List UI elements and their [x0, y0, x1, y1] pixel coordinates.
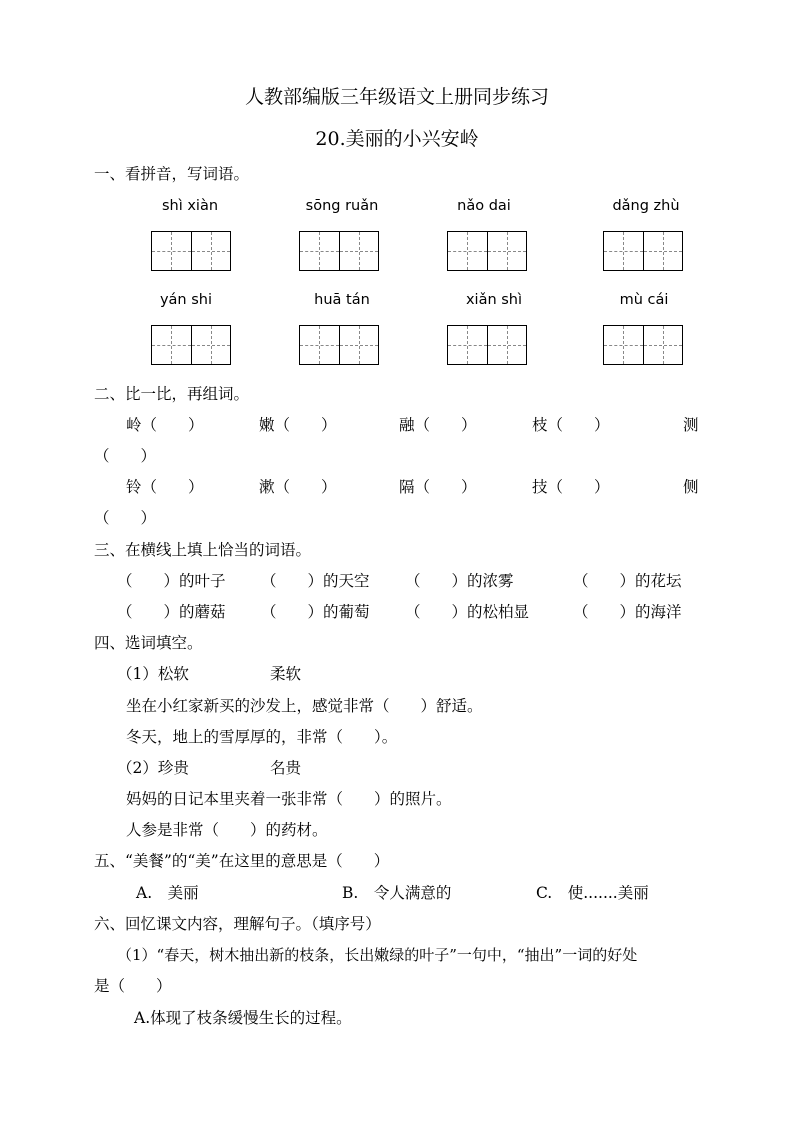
compare-item: 铃（ ） — [126, 478, 204, 496]
compare-item-wrap: （ ） — [94, 509, 157, 527]
sentence: 人参是非常（ ）的药材。 — [126, 821, 328, 839]
fill-phrase: （ ）的松柏显 — [405, 603, 530, 621]
fill-phrase: （ ）的蘑菇 — [117, 603, 226, 621]
writing-grid[interactable] — [299, 231, 379, 271]
q6-item-cont: 是（ ） — [94, 977, 172, 995]
compare-item: 枝（ ） — [532, 416, 610, 434]
pinyin-label: mù cái — [619, 292, 669, 308]
sentence: 坐在小红家新买的沙发上，感觉非常（ ）舒适。 — [126, 697, 483, 715]
q1-heading: 一、看拼音，写词语。 — [94, 165, 250, 183]
pinyin-label: xiǎn shì — [465, 292, 523, 308]
fill-phrase: （ ）的天空 — [261, 572, 370, 590]
pinyin-label: dǎng zhù — [612, 198, 680, 214]
compare-item: 岭（ ） — [126, 416, 204, 434]
fill-phrase: （ ）的花坛 — [573, 572, 682, 590]
writing-grid[interactable] — [603, 231, 683, 271]
q5-heading: 五、“美餐”的“美”在这里的意思是（ ） — [94, 852, 390, 870]
compare-item: 侧 — [683, 478, 699, 496]
fill-phrase: （ ）的叶子 — [117, 572, 226, 590]
compare-item: 嫩（ ） — [259, 416, 337, 434]
q6-heading: 六、回忆课文内容，理解句子。（填序号） — [94, 915, 381, 933]
fill-phrase: （ ）的葡萄 — [261, 603, 370, 621]
compare-item: 技（ ） — [532, 478, 610, 496]
q3-heading: 三、在横线上填上恰当的词语。 — [94, 541, 312, 559]
compare-item: 融（ ） — [399, 416, 477, 434]
word-option: （1）松软 — [117, 665, 189, 683]
pinyin-label: nǎo dai — [457, 198, 511, 214]
pinyin-label: huā tán — [314, 292, 370, 308]
document-title: 人教部编版三年级语文上册同步练习 — [244, 86, 549, 108]
writing-grid[interactable] — [603, 325, 683, 365]
choice-a: A.体现了枝条缓慢生长的过程。 — [134, 1009, 352, 1027]
word-option: （2）珍贵 — [117, 759, 189, 777]
compare-item: 隔（ ） — [399, 478, 477, 496]
word-option: 柔软 — [270, 665, 302, 683]
writing-grid[interactable] — [447, 325, 527, 365]
compare-item: 漱（ ） — [259, 478, 337, 496]
writing-grid[interactable] — [151, 325, 231, 365]
compare-item: 测 — [683, 416, 699, 434]
pinyin-label: yán shi — [159, 292, 213, 308]
word-option: 名贵 — [270, 759, 302, 777]
writing-grid[interactable] — [299, 325, 379, 365]
pinyin-label: sōng ruǎn — [305, 198, 379, 214]
fill-phrase: （ ）的海洋 — [573, 603, 682, 621]
sentence: 冬天，地上的雪厚厚的，非常（ ）。 — [126, 728, 398, 746]
lesson-title: 20.美丽的小兴安岭 — [315, 128, 479, 150]
fill-phrase: （ ）的浓雾 — [405, 572, 514, 590]
q4-heading: 四、选词填空。 — [94, 634, 203, 652]
pinyin-label: shì xiàn — [161, 198, 219, 214]
writing-grid[interactable] — [151, 231, 231, 271]
compare-item-wrap: （ ） — [94, 447, 157, 465]
q6-item: （1）“春天，树木抽出新的枝条，长出嫩绿的叶子”一句中，“抽出”一词的好处 — [117, 946, 638, 964]
sentence: 妈妈的日记本里夹着一张非常（ ）的照片。 — [126, 790, 452, 808]
choice-b: B. 令人满意的 — [342, 884, 452, 902]
writing-grid[interactable] — [447, 231, 527, 271]
q2-heading: 二、比一比，再组词。 — [94, 385, 250, 403]
choice-c: C. 使.......美丽 — [536, 884, 649, 902]
choice-a: A. 美丽 — [136, 884, 199, 902]
